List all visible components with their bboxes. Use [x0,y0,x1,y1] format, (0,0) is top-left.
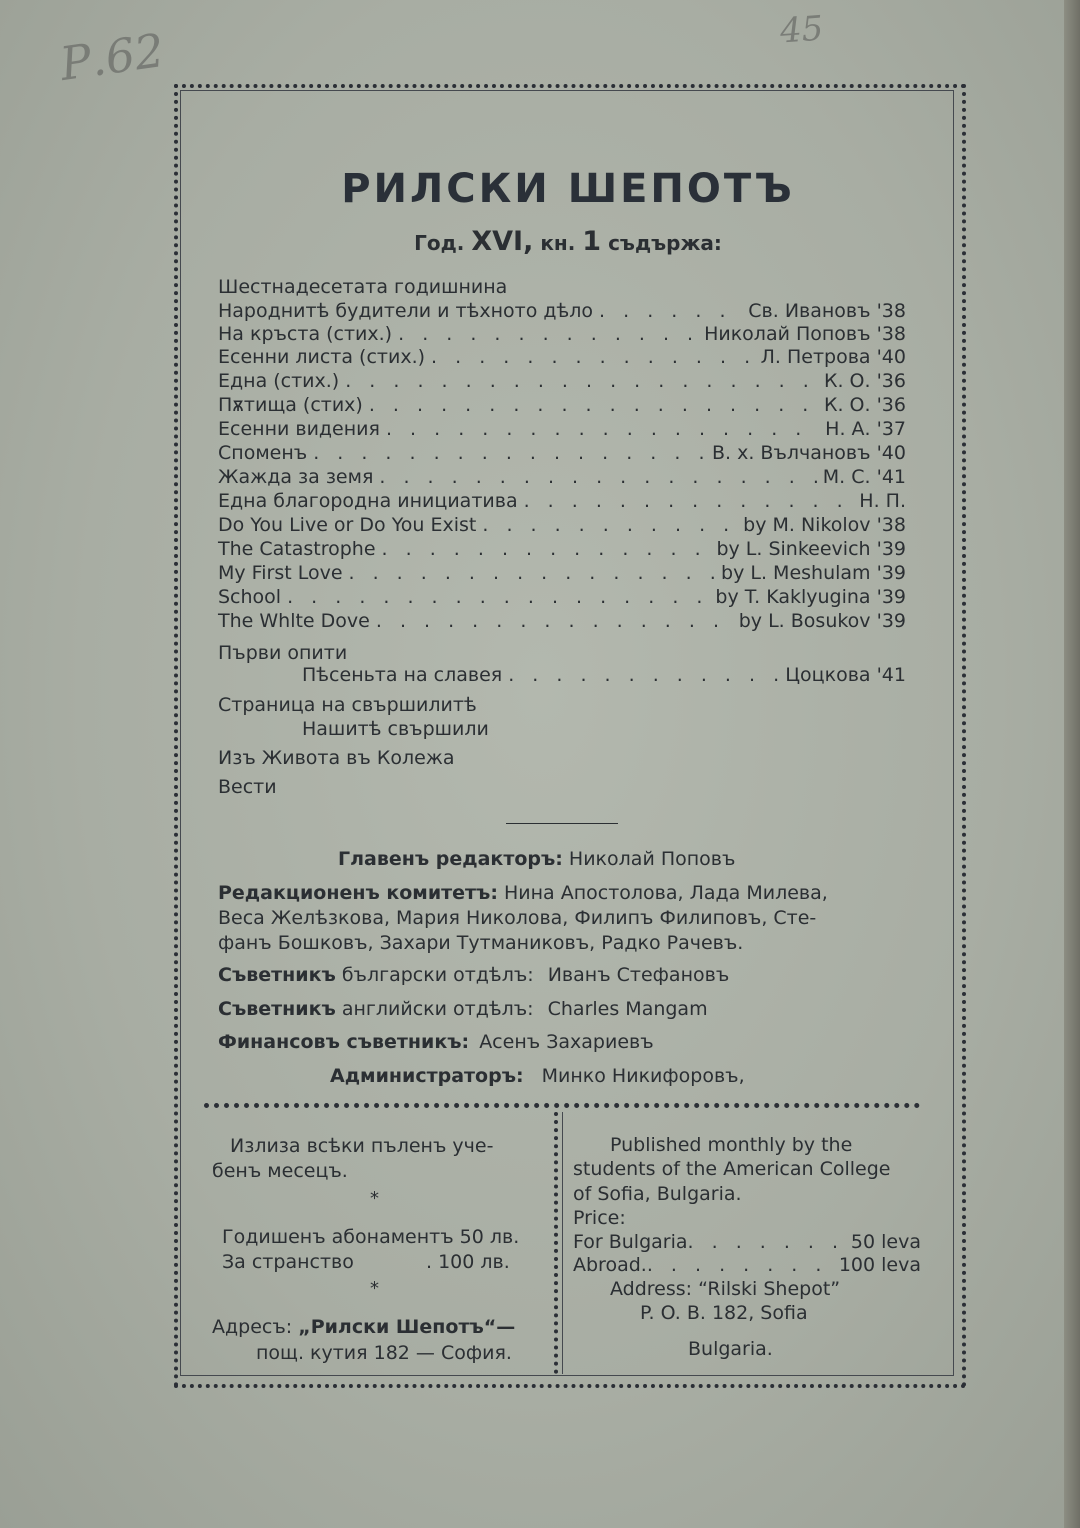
toc-entry-title: School [218,586,282,608]
en-address-line-3: Bulgaria. [688,1338,773,1360]
committee-line-2: Веса Желѣзкова, Мария Николова, Филипъ Филиповъ, Сте- [218,907,817,929]
bg-address-line-1 [212,1316,515,1338]
en-advisor-name: Charles Mangam [547,998,708,1020]
toc-entry-title: Пѫтища (стих) [218,394,363,416]
toc-entry-author: Св. Ивановъ '38 [748,300,906,322]
bg-frequency-line-2: бенъ месецъ. [212,1160,348,1182]
toc-entry[interactable] [218,442,906,466]
leader-dots [524,490,854,512]
leader-dots [386,418,819,440]
star-separator: * [370,1278,379,1299]
issue-book-label: кн. [540,231,576,255]
toc-entry-title: The Catastrophe [218,538,376,560]
leader-dots [369,394,818,416]
toc-heading: Шестнадесетата годишнина [218,276,508,298]
leader-dots [599,300,742,322]
toc-entry-author: Николай Поповъ '38 [704,323,906,345]
toc-entry-author: Н. А. '37 [825,418,906,440]
administrator-label: Администраторъ: [330,1065,524,1087]
toc-entry-author: by L. Sinkeevich '39 [716,538,906,560]
issue-year: XVI, [471,226,534,257]
toc-entry-author: В. х. Вълчановъ '40 [711,442,906,464]
pencil-note-left: Р.62 [56,23,168,91]
leader-dots [431,346,755,368]
toc-entry[interactable] [218,610,906,634]
toc-entry-author: by M. Nikolov '38 [743,514,906,536]
chief-editor-name: Николай Поповъ [568,848,736,870]
finance-advisor-label: Финансовъ съветникъ: [218,1031,470,1053]
toc-entry[interactable] [218,370,906,394]
en-published-line-3: of Sofia, Bulgaria. [573,1183,742,1205]
toc-entry-author: by L. Bosukov '39 [738,610,906,632]
leader-dots [482,514,737,536]
administrator-line [330,1065,745,1087]
issue-line [174,226,962,257]
en-abroad-price: 100 leva [838,1254,921,1276]
en-published-line-1: Published monthly by the [610,1134,853,1156]
bg-advisor-name: Иванъ Стефановъ [547,964,730,986]
toc-entry-title: Do You Live or Do You Exist [218,514,477,536]
leader-dots [379,466,816,488]
bg-advisor-line [218,964,729,986]
footer-column-divider [554,1112,558,1374]
issue-prefix: Год. [414,231,465,255]
en-address-line-1: Address: “Rilski Shepot” [610,1278,841,1300]
toc-entry-title: Есенни видения [218,418,380,440]
section-news: Вести [218,776,277,798]
administrator-name: Минко Никифоровъ, [541,1065,745,1087]
toc-entry-author: by T. Kaklyugina '39 [715,586,906,608]
toc-entry-title: Есенни листа (стих.) [218,346,426,368]
toc-entry[interactable] [218,514,906,538]
pencil-note-right: 45 [778,8,825,52]
chief-editor-label: Главенъ редакторъ: [338,848,563,870]
leader-dots [287,586,709,608]
finance-advisor-name: Асенъ Захариевъ [479,1031,654,1053]
journal-title: РИЛСКИ ШЕПОТЪ [341,166,795,212]
issue-suffix: съдържа: [608,231,722,255]
footer-column-divider-line [562,1112,563,1374]
star-separator: * [370,1188,379,1209]
toc-entry[interactable] [218,300,906,324]
en-bulgaria-label: For Bulgaria [573,1231,688,1253]
leader-dots [382,538,711,560]
leader-dots [688,1231,851,1253]
toc-entry-author: К. О. '36 [823,394,906,416]
bg-abroad-label: За странство [222,1251,354,1273]
leader-dots [647,1254,839,1276]
en-price-abroad [573,1254,921,1276]
toc-entry-title: Споменъ [218,442,308,464]
footer-dotted-rule [204,1103,920,1108]
binding-edge [1064,0,1080,1528]
section-first-attempts: Първи опити [218,642,348,664]
toc-entry[interactable] [218,466,906,490]
en-price-label: Price: [573,1207,626,1229]
bg-address-line-2: пощ. кутия 182 — София. [256,1342,512,1364]
leader-dots [398,323,698,345]
toc-entry-title: My First Love [218,562,343,584]
toc-entry[interactable] [218,490,906,514]
toc-entry[interactable] [218,346,906,370]
toc-entry-title: Жажда за земя [218,466,374,488]
toc-entry-title: Народнитѣ будители и тѣхното дѣло [218,300,594,322]
bg-abroad-price: . 100 лв. [426,1251,510,1273]
toc-entry-title: Пѣсеньта на славея [302,664,503,686]
toc-entry[interactable] [218,394,906,418]
bg-advisor-dept: български отдѣлъ: [341,964,534,986]
section-graduates-page: Страница на свършилитѣ [218,694,477,716]
bg-address-label: Адресъ: [212,1316,293,1338]
issue-book-number: 1 [582,226,602,257]
bg-frequency-line-1: Излиза всѣки пъленъ уче- [230,1135,494,1157]
committee-names-1: Нина Апостолова, Лада Милева, [503,882,828,904]
committee-line-1 [218,882,828,904]
toc-entry-song[interactable] [302,664,906,688]
toc-entry-title: The Whlte Dove [218,610,370,632]
bg-subscription: Годишенъ абонаментъ 50 лв. [222,1226,520,1248]
toc-entry-author: Л. Петрова '40 [760,346,906,368]
toc-entry-author: Н. П. [859,490,906,512]
toc-entry-title: Една (стих.) [218,370,340,392]
en-price-bulgaria [573,1231,921,1253]
toc-entry-author: Цоцкова '41 [785,664,906,686]
leader-dots [345,370,818,392]
toc-entry-title: Една благородна инициатива [218,490,518,512]
toc-entry-title: На кръста (стих.) [218,323,393,345]
toc-entry[interactable] [218,323,906,347]
section-divider [506,823,618,824]
toc-entry[interactable] [218,586,906,610]
committee-line-3: фанъ Бошковъ, Захари Тутманиковъ, Радко Рачевъ. [218,932,744,954]
finance-advisor-line [218,1031,654,1053]
en-advisor-line [218,998,708,1020]
bg-address-name: „Рилски Шепотъ“— [298,1316,516,1338]
toc-entry-author: М. С. '41 [822,466,906,488]
en-advisor-dept: английски отдѣлъ: [341,998,534,1020]
leader-dots [508,664,779,686]
toc-entry-author: К. О. '36 [823,370,906,392]
section-our-graduates: Нашитѣ свършили [302,718,489,740]
leader-dots [313,442,706,464]
toc-entry[interactable] [218,562,906,586]
toc-entry[interactable] [218,418,906,442]
leader-dots [349,562,716,584]
en-advisor-label: Съветникъ [218,998,336,1020]
chief-editor-line [338,848,735,870]
committee-label: Редакционенъ комитетъ: [218,882,498,904]
section-college-life: Изъ Живота въ Колежа [218,747,455,769]
leader-dots [376,610,733,632]
en-published-line-2: students of the American College [573,1158,891,1180]
en-bulgaria-price: 50 leva [850,1231,921,1253]
toc-entry[interactable] [218,538,906,562]
bg-advisor-label: Съветникъ [218,964,336,986]
en-abroad-label: Abroad. [573,1254,647,1276]
toc-entry-author: by L. Meshulam '39 [721,562,906,584]
en-address-line-2: P. O. B. 182, Sofia [640,1302,808,1324]
